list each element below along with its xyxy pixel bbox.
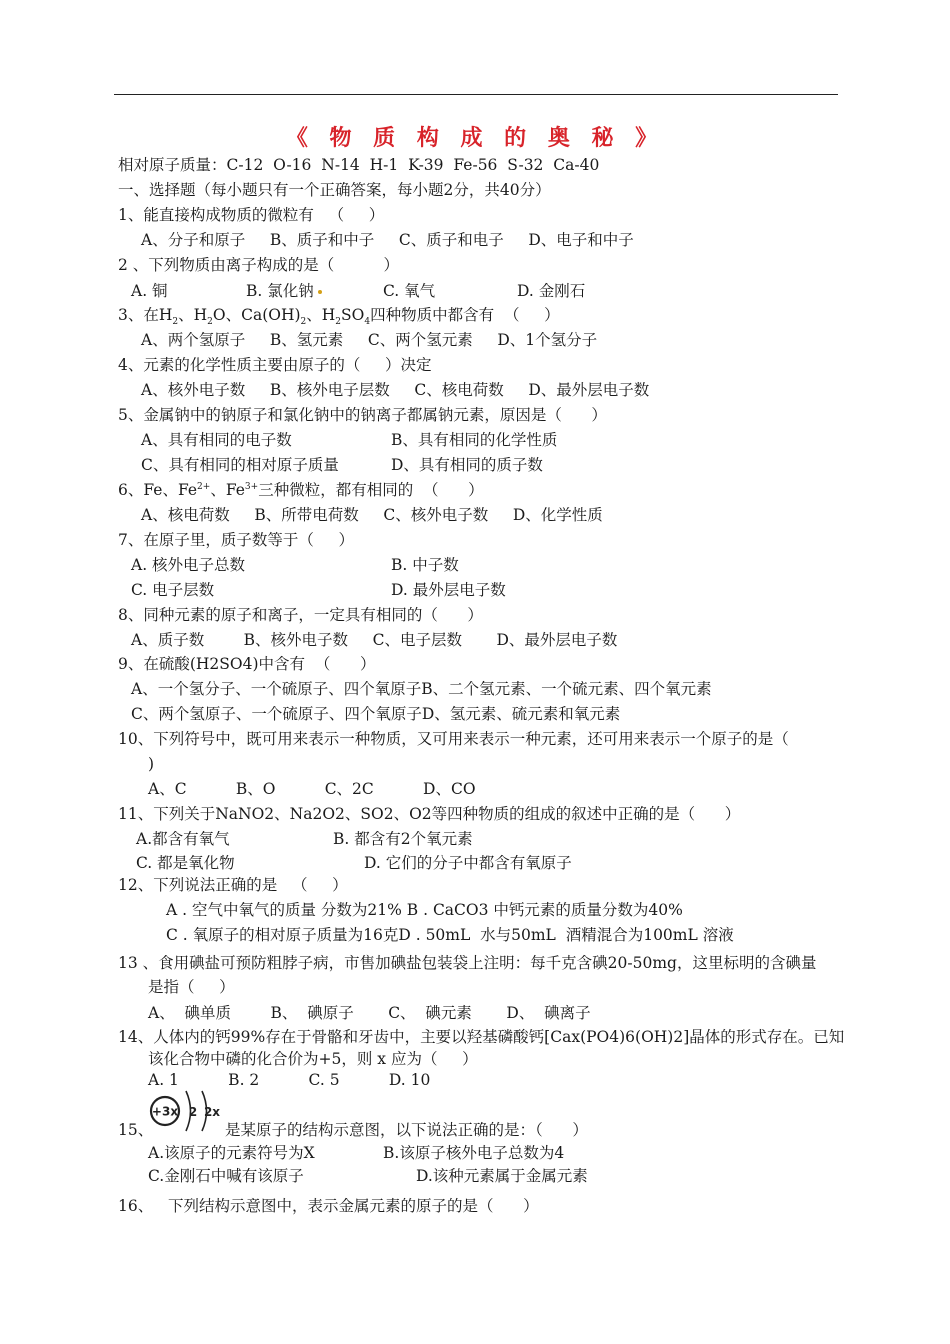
question-9-options-cd: C、两个氢原子、一个硫原子、四个氧原子D、氢元素、硫元素和氧元素 [131,705,621,723]
question-15-number: 15、 [118,1121,154,1139]
question-9: 9、在硫酸(H2SO4)中含有 （ ） [118,655,376,673]
question-11-option-c: C. 都是氧化物 [136,854,235,872]
question-12-options-cd: C . 氧原子的相对原子质量为16克D . 50mL 水与50mL 酒精混合为100mL 溶液 [166,926,734,944]
question-12: 12、下列说法正确的是 （ ） [118,876,348,894]
question-14: 14、人体内的钙99%存在于骨骼和牙齿中，主要以羟基磷酸钙[Cax(PO4)6(OH)2]晶体的形式存在。已知 [118,1028,845,1046]
question-10-cont: ) [148,755,155,773]
question-14-options: A. 1 B. 2 C. 5 D. 10 [148,1071,431,1089]
question-15-option-a: A.该原子的元素符号为X [148,1144,315,1162]
question-15: 是某原子的结构示意图，以下说法正确的是：（ ） [225,1121,588,1139]
question-10: 10、下列符号中，既可用来表示一种物质，又可用来表示一种元素，还可用来表示一个原子的是（ [118,730,789,748]
dot-mark [318,290,322,294]
section-heading: 一、选择题（每小题只有一个正确答案，每小题2分，共40分） [118,181,551,199]
question-7-option-c: C. 电子层数 [131,581,215,599]
question-7-option-b: B. 中子数 [391,556,459,574]
question-2-option-b: B. 氯化钠 [246,280,322,302]
question-13: 13 、食用碘盐可预防粗脖子病，市售加碘盐包装袋上注明：每千克含碘20-50mg，这里标明的含碘量 [118,954,817,972]
question-3: 3、在$H_2$、$H_2O$、$Ca(OH)_2$、$H_2SO_4$四种物质中都含有 （ ） [118,306,560,328]
nucleus-charge: +3x [151,1104,179,1119]
question-15-option-c: C.金刚石中喊有该原子 [148,1167,304,1185]
question-11: 11、下列关于NaNO2、Na2O2、SO2、O2等四种物质的组成的叙述中正确的是（ ） [118,805,741,823]
question-11-option-d: D. 它们的分子中都含有氧原子 [364,854,572,872]
question-5-option-a: A、具有相同的电子数 [141,431,292,449]
question-5-option-b: B、具有相同的化学性质 [391,431,558,449]
question-10-options: A、C B、O C、2C D、CO [148,780,476,798]
question-6-options: A、核电荷数 B、所带电荷数 C、核外电子数 D、化学性质 [141,506,603,524]
question-1: 1、能直接构成物质的微粒有 （ ） [118,206,385,224]
question-14-cont: 该化合物中磷的化合价为+5，则 x 应为（ ） [148,1050,478,1068]
question-13-options: A、 碘单质 B、 碘原子 C、 碘元素 D、 碘离子 [148,1004,591,1022]
question-2-option-d: D. 金刚石 [517,282,586,300]
atomic-masses: 相对原子质量：C-12 O-16 N-14 H-1 K-39 Fe-56 S-32 Ca-40 [118,156,600,174]
question-4-options: A、核外电子数 B、核外电子层数 C、核电荷数 D、最外层电子数 [141,381,650,399]
question-2-option-c: C. 氧气 [383,282,436,300]
top-rule [114,94,838,95]
question-7: 7、在原子里，质子数等于（ ） [118,531,354,549]
question-8: 8、同种元素的原子和离子，一定具有相同的（ ） [118,606,483,624]
atom-structure-diagram [148,1085,228,1135]
question-7-option-a: A. 核外电子总数 [131,556,246,574]
question-6: 6、Fe、$Fe^{2+}$、$Fe^{3+}$三种微粒，都有相同的 （ ） [118,481,484,499]
shell-1-electrons: 2 [188,1105,198,1119]
question-15-option-b: B.该原子核外电子总数为4 [383,1144,565,1162]
question-5: 5、金属钠中的钠原子和氯化钠中的钠离子都属钠元素，原因是（ ） [118,406,607,424]
question-9-options-ab: A、一个氢分子、一个硫原子、四个氧原子B、二个氢元素、一个硫元素、四个氧元素 [131,680,712,698]
question-2: 2 、下列物质由离子构成的是（ ） [118,256,400,274]
question-2-option-a: A. 铜 [131,282,168,300]
question-12-options-ab: A . 空气中氧气的质量 分数为21% B . CaCO3 中钙元素的质量分数为40% [166,901,683,919]
question-16: 16、 下列结构示意图中，表示金属元素的原子的是（ ） [118,1197,539,1215]
page-title: 《 物 质 构 成 的 奥 秘 》 [285,125,665,151]
question-13-cont: 是指（ ） [148,978,235,996]
question-3-options: A、两个氢原子 B、氢元素 C、两个氢元素 D、1个氢分子 [141,331,598,349]
question-11-option-b: B. 都含有2个氧元素 [333,830,473,848]
question-8-options: A、质子数 B、核外电子数 C、电子层数 D、最外层电子数 [131,631,618,649]
question-5-option-c: C、具有相同的相对原子质量 [141,456,339,474]
question-7-option-d: D. 最外层电子数 [391,581,506,599]
question-4: 4、元素的化学性质主要由原子的（ ）决定 [118,356,432,374]
question-15-option-d: D.该种元素属于金属元素 [416,1167,588,1185]
question-1-options: A、分子和原子 B、质子和中子 C、质子和电子 D、电子和中子 [141,231,634,249]
question-11-option-a: A.都含有氧气 [136,830,230,848]
question-5-option-d: D、具有相同的质子数 [391,456,543,474]
shell-2-electrons: 2x [203,1105,221,1119]
